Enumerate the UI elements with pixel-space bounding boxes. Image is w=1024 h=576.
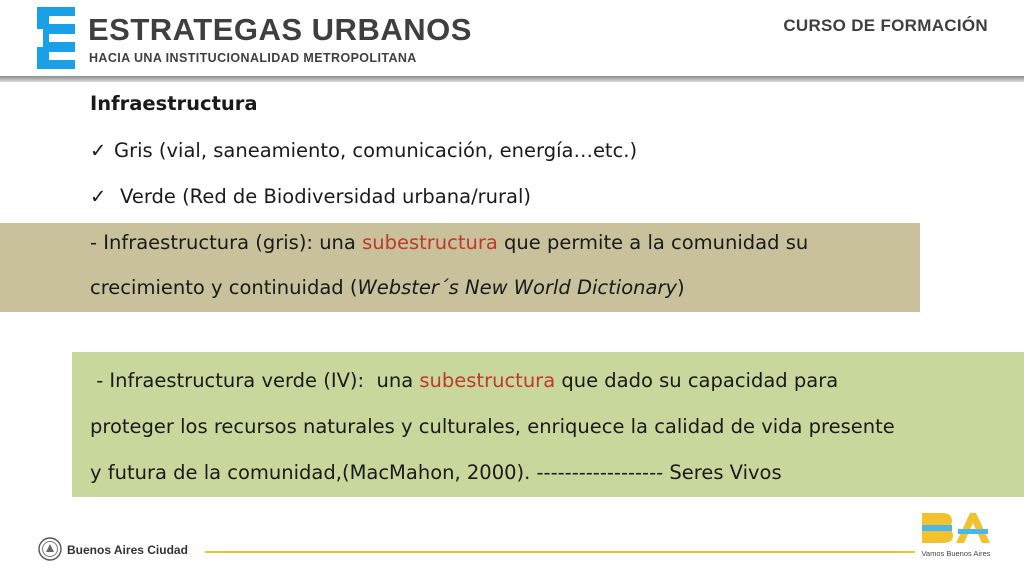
check-icon: ✓ bbox=[90, 139, 107, 162]
ba-tagline: Vamos Buenos Aires bbox=[921, 549, 991, 558]
text-segment: ) bbox=[677, 276, 685, 299]
ba-logo-icon bbox=[920, 511, 992, 545]
citation-source: Webster´s New World Dictionary bbox=[357, 276, 678, 299]
course-label: CURSO DE FORMACIÓN bbox=[783, 16, 988, 35]
text-segment: que dado su capacidad para bbox=[555, 369, 839, 392]
text-segment: - Infraestructura verde (IV): una bbox=[90, 369, 420, 392]
text-segment: - Infraestructura (gris): una bbox=[90, 231, 363, 254]
bullet-item-verde bbox=[90, 185, 531, 208]
slide-header bbox=[0, 0, 1024, 78]
green-definition-line-3: y futura de la comunidad,(MacMahon, 2000). ------------------ Seres Vivos bbox=[90, 461, 782, 484]
footer-divider bbox=[205, 551, 915, 553]
bullet-item-gris bbox=[90, 139, 637, 162]
text-segment: crecimiento y continuidad ( bbox=[90, 276, 358, 299]
estrategas-logo-icon bbox=[37, 7, 75, 69]
green-definition-line-1 bbox=[90, 369, 838, 392]
section-title: Infraestructura bbox=[90, 92, 258, 115]
bullet-text: Gris (vial, saneamiento, comunicación, energía…etc.) bbox=[114, 139, 638, 162]
highlight-term: subestructura bbox=[419, 369, 556, 392]
gray-definition-line-1 bbox=[90, 231, 808, 254]
brand-title: ESTRATEGAS URBANOS bbox=[88, 12, 472, 47]
city-seal-icon bbox=[38, 537, 62, 561]
highlight-term: subestructura bbox=[362, 231, 498, 254]
header-divider bbox=[0, 76, 1024, 82]
text-segment: que permite a la comunidad su bbox=[497, 231, 809, 254]
green-definition-line-2: proteger los recursos naturales y culturales, enriquece la calidad de vida presente bbox=[90, 415, 895, 438]
check-icon: ✓ bbox=[90, 185, 107, 208]
bullet-text: Verde (Red de Biodiversidad urbana/rural) bbox=[120, 185, 532, 208]
brand-subtitle: HACIA UNA INSTITUCIONALIDAD METROPOLITANA bbox=[89, 51, 417, 65]
gray-definition-line-2 bbox=[90, 276, 685, 299]
footer-city-name: Buenos Aires Ciudad bbox=[67, 543, 188, 557]
